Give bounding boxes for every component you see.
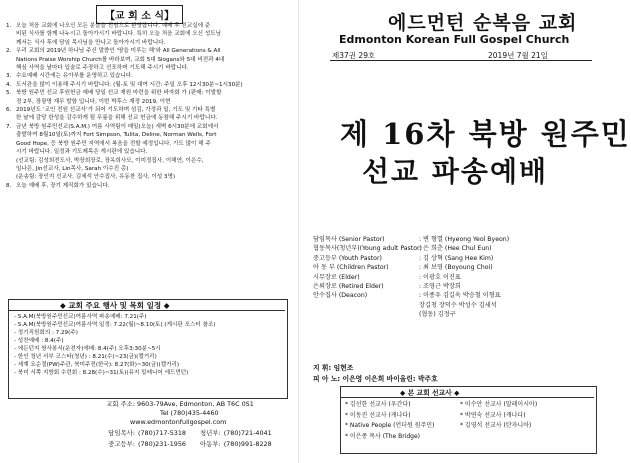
- contact-phone: (780)231-1956: [138, 440, 186, 448]
- news-item-line: Nations Praise Worship Church를 바라보며, 교회 5대 Slogans와 5대 비전과 4대: [16, 56, 225, 63]
- news-item-line: 시기 바랍니다. 일정과 기도제목은 게시판에 있습니다.: [16, 149, 148, 156]
- news-item: [6, 72, 288, 80]
- staff-row: [313, 310, 598, 319]
- contact-row: [80, 429, 280, 438]
- news-item-line: 출발하여 8월10일(토)까지 Fort Simpson, Tulita, Deline, Norman Wells, Fort: [16, 132, 217, 139]
- staff-row: [313, 263, 598, 272]
- missionary-item: * 김영석 선교사 (탄자니아): [460, 422, 532, 429]
- staff-person: : 변 형열 (Hyeong Yeol Byeon): [419, 236, 510, 243]
- staff-row: [313, 291, 598, 300]
- service-credits: [313, 363, 438, 385]
- missionaries-title: ◆ 본 교회 선교사 ◆: [400, 389, 460, 397]
- staff-person: : 은 희춘 (Hee Chul Eun): [419, 245, 492, 253]
- news-list: [6, 22, 288, 190]
- column-divider: [298, 0, 299, 463]
- staff-person: : 최 보영 (Boyoung Choi): [419, 264, 493, 272]
- missionary-item: * Native People (언더원 원주민): [345, 422, 435, 429]
- staff-list: [313, 235, 598, 320]
- event-item: - 북미 서쪽 지방회 수련회 : 8.28(수)~31(토)(뮤지 밀레니어 에드먼턴): [14, 370, 189, 376]
- missionaries-column-1: [345, 400, 434, 442]
- news-item: [6, 47, 288, 72]
- staff-role: 은퇴장로 (Retired Elder): [313, 283, 384, 291]
- news-item-line: 북방 원주민 선교 후원헌금 예배 당일 선교 재원 마련을 위한 바자회 가 (판매: 이발할: [16, 90, 222, 97]
- news-item-number: 8.: [6, 182, 12, 189]
- news-item: [6, 123, 288, 182]
- staff-role: 중고등부 (Youth Pastor): [313, 254, 382, 262]
- staff-row: [313, 235, 598, 244]
- church-name-korean: 에드먼턴 순복음 교회: [388, 12, 578, 34]
- staff-role: 담임목사 (Senior Pastor): [313, 236, 385, 243]
- news-item-number: 7.: [6, 123, 12, 130]
- news-item: [6, 89, 288, 106]
- staff-role: 아 동 부 (Children Pastor): [313, 264, 389, 272]
- news-item-line: 오늘 처음 교회에 나오신 모든 분들을 진심으로 환영합니다. 예배 후 친교실에 준: [16, 23, 211, 29]
- event-item: - 에든턴지 쌍사봉서(운전자)에배: 8.4(주) 오후3:30분~5시: [14, 346, 161, 352]
- staff-row: [313, 301, 598, 310]
- staff-role: 시무장로 (Elder): [313, 273, 360, 281]
- news-item-line: (선교팀: 김성희전도사, 박장희장로, 장옥희사모, 이미정집사, 이해연, 이은수,: [16, 157, 204, 164]
- address-label: 교회 주소:: [106, 400, 135, 408]
- news-item-line: 께서는 식사 후에 담임 목사님을 만나고 돌아가시기 바랍니다.: [16, 39, 166, 46]
- news-item-number: 5.: [6, 90, 12, 97]
- news-item-line: 금년 북방 원주민선교(S.A.M.) 여름 사역팀이 매일(오늘) 새벽 6시30분에 교회에서: [16, 123, 219, 130]
- news-item-line: 2019년도 ‘교인 전원 선교사’가 되어 기도하며 섬김, 가정과 일, 기도 및 기타 특별: [16, 107, 216, 114]
- news-item-number: 6.: [6, 107, 12, 114]
- event-item: - 한인 청년 서부 코스타(청년) : 8.21(수)~23(금)(캘거리): [14, 354, 157, 360]
- header-divider: [330, 60, 592, 61]
- contact-label-2: 청년부:: [200, 429, 221, 437]
- accompanist-line: 피 아 노: 이은영 이은희 바이올린: 박주호: [313, 375, 438, 383]
- event-item: - 세계 요순절(PW)주관, 북미주전(한국): 8.27(화)~30(금)(캘거리): [14, 362, 180, 368]
- event-item: - 정기직원회의 : 7.29(주): [14, 330, 78, 336]
- news-item-line: 한 날에 감당 한성을 감수하게 될 무릎을 위해 선교 헌금에 동참해 주시기 바랍니다.: [16, 115, 218, 122]
- news-item-line: 수요예배 시간에는 유아부를 운영하고 있습니다.: [16, 73, 133, 80]
- staff-row: [313, 282, 598, 291]
- contact-row: [80, 440, 280, 449]
- event-item: - 성찬예배 : 8.4(주): [14, 338, 64, 344]
- staff-person: : 이종우 김길옥 박승철 이형표: [419, 292, 501, 300]
- missionary-item: * 이수안 선교사 (말레이시아): [460, 401, 538, 408]
- event-item: - S.A.M(북방원주민선교)여름사역 일정: 7.22(월)~8.10(토) (게시판 포스터 참조): [14, 322, 216, 328]
- events-list: [14, 313, 216, 377]
- news-item-number: 3.: [6, 73, 12, 80]
- news-item: [6, 182, 288, 190]
- conductor-line: 지 휘: 임현조: [313, 364, 354, 372]
- staff-person: (협동) 김정구: [419, 311, 456, 319]
- missionary-item: * 이동진 선교사 (캐나다): [345, 411, 411, 419]
- staff-person: 장길청 장덕수 박성수 김세석: [419, 301, 497, 309]
- news-item: [6, 106, 288, 123]
- staff-row: [313, 244, 598, 253]
- contact-phone-2: (780)721-4041: [223, 429, 272, 437]
- news-item-number: 4.: [6, 81, 12, 88]
- event-item: - S.A.M(북방원주민선교)여름사역 파송예배: 7.21(주): [14, 314, 147, 320]
- news-item-line: 핵심 사역을 날마다 입술로 주장하고 선포하며 기도해 주시기 바랍니다.: [16, 65, 189, 72]
- events-title: ◆ 교회 주요 행사 및 목회 일정 ◆: [60, 301, 170, 310]
- staff-row: [313, 273, 598, 282]
- news-item-line: (운송팀: 장인지 선교사, 김세석 안수집사, 유동찬 집사, 이성 3명): [16, 174, 176, 181]
- staff-person: : 김 상혁 (Sang Hee Kim): [419, 254, 494, 262]
- issue-volume: 제37권 29호: [332, 51, 376, 60]
- contact-label: 중고등부:: [108, 440, 135, 448]
- contact-label-2: 아동부:: [200, 440, 221, 448]
- missionary-item: * 이은종 목사 (The Bridge): [345, 432, 421, 440]
- news-title: 【교 회 소 식】: [96, 5, 183, 24]
- news-item: [6, 81, 288, 89]
- news-item-line: 오늘 예배 후, 장기 제직회가 있습니다.: [16, 182, 110, 189]
- missionary-item: * 박연숙 선교사 (캐나다): [460, 411, 526, 419]
- events-divider: [9, 310, 285, 311]
- church-tel: Tel (780)435-4460: [160, 409, 219, 417]
- issue-date: 2019년 7월 21일: [488, 51, 548, 60]
- missionaries-divider: [341, 397, 594, 398]
- headline-line-2: 선교 파송예배: [362, 155, 549, 188]
- news-item: [6, 22, 288, 47]
- church-website[interactable]: www.edmontonfullgospel.com: [130, 418, 227, 426]
- news-item-line: 임나은, Jin선교사, Lin목사, Sarah 이수진 총): [16, 165, 129, 172]
- church-name-english: Edmonton Korean Full Gospel Church: [339, 33, 570, 46]
- news-item-number: 2.: [6, 48, 12, 55]
- news-item-line: Good Hope, 등 북방 원주민 지역에서 복음을 전할 예정입니다. 기도 많이 해 주: [16, 140, 211, 147]
- headline-line-1: 제 16차 북방 원주민: [340, 117, 631, 151]
- staff-person: : 이광호 이진표: [419, 273, 461, 281]
- staff-role: 안수집사 (Deacon): [313, 292, 368, 300]
- staff-role: 협동목사(청년부)(Young adult Pastor): [313, 245, 422, 253]
- contact-label: 담임목사:: [108, 429, 135, 437]
- news-item-number: 1.: [6, 23, 12, 29]
- news-item-line: 정 2부, 장광명 재무 발함 입니다, 이번 박후스 재정 2019, 이현: [16, 98, 171, 105]
- missionaries-column-2: [460, 400, 537, 432]
- contact-phone-2: (780)991-8228: [223, 440, 272, 448]
- news-item-line: 우리 교회의 2019년 하나님 주신 말씀인 '땅을 미루는 해'와 All Generations & All: [16, 48, 221, 55]
- address: 9603-79Ave, Edmonton, AB T6C 0S1: [137, 400, 254, 408]
- news-item-line: 도서관을 많이 이용해 주시기 바랍니다. (월-토 및 대여 시간: 주일 오후 12시30분~1시30분): [16, 81, 243, 88]
- contact-list: [80, 429, 280, 449]
- staff-person: : 조영근 박장희: [419, 283, 461, 291]
- contact-phone: (780)717-5318: [138, 429, 186, 437]
- address-line: [80, 400, 280, 409]
- staff-row: [313, 254, 598, 263]
- news-item-line: 비된 식사를 함께 나누시고 돌아가시기 바랍니다. 특히 오늘 처음 교회에 오신 성도님: [16, 31, 222, 38]
- church-info: [80, 400, 280, 449]
- missionary-item: * 김선한 선교사 (우간다): [345, 401, 411, 408]
